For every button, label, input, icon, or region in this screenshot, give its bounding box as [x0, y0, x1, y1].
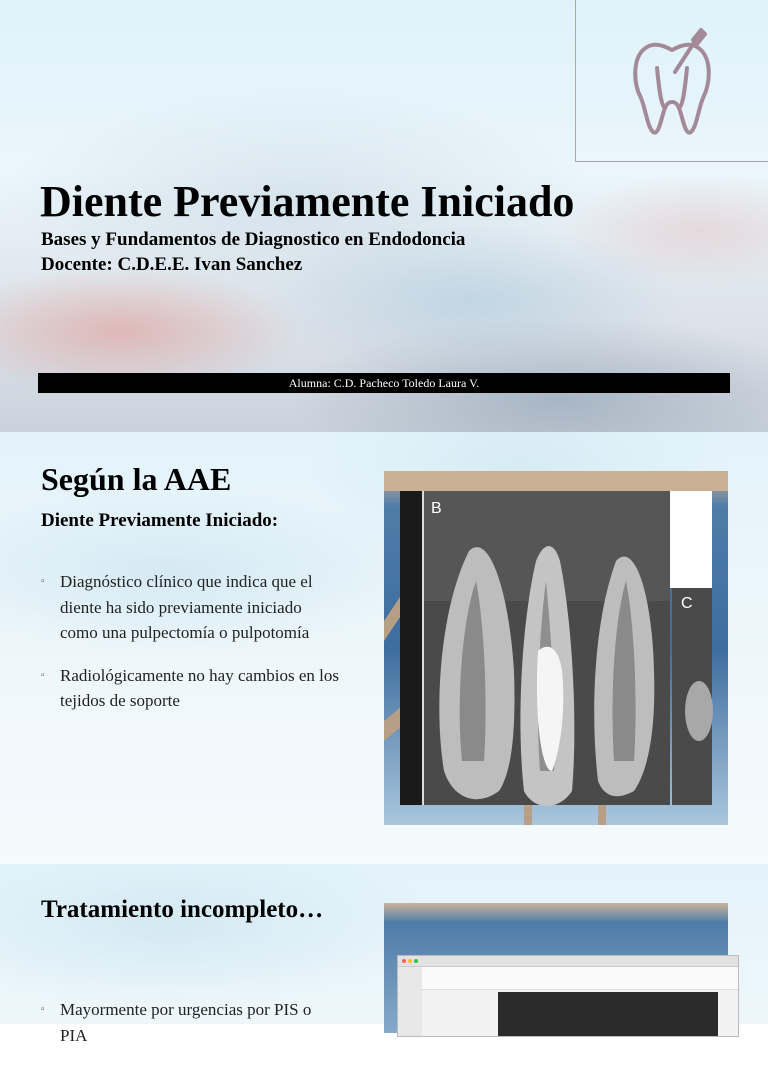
slide-title: Tratamiento incompleto… [41, 896, 324, 923]
bullet-text: Radiológicamente no hay cambios en los tejidos de soporte [60, 665, 340, 710]
student-name-bar: Alumna: C.D. Pacheco Toledo Laura V. [38, 373, 730, 393]
title-slide [0, 0, 768, 432]
bullet-list [41, 569, 341, 731]
teacher-name: Docente: C.D.E.E. Ivan Sanchez [41, 254, 303, 275]
slide-title: Según la AAE [41, 461, 232, 497]
bullet-item [41, 997, 341, 1048]
logo-box [575, 0, 768, 162]
bullet-text: Diagnóstico clínico que indica que el diente ha sido previamente iniciado como una pulpectomía o pulpotomía [60, 572, 313, 642]
aae-definition-slide [0, 432, 768, 864]
slide-subtitle: Diente Previamente Iniciado: [41, 510, 279, 531]
window-close-dot [402, 959, 406, 963]
bullet-text: Mayormente por urgencias por PIS o PIA [60, 1000, 312, 1045]
app-window-image [397, 955, 739, 1037]
incomplete-treatment-slide [0, 864, 768, 1045]
bullet-item [41, 663, 341, 714]
app-sidebar [398, 967, 422, 1036]
bullet-item [41, 569, 341, 646]
panel-b-label: B [431, 500, 442, 517]
radiograph-image [384, 471, 728, 825]
square-bullet-icon: ▫ [41, 1004, 45, 1015]
app-xray-content [498, 992, 718, 1036]
presentation-title: Diente Previamente Iniciado [40, 177, 575, 226]
square-bullet-icon: ▫ [41, 576, 45, 587]
software-screenshot-image [384, 903, 728, 1033]
app-toolbar [422, 967, 738, 990]
square-bullet-icon: ▫ [41, 669, 45, 681]
app-titlebar [398, 956, 738, 967]
bullet-list [41, 997, 341, 1065]
presentation-subtitle: Bases y Fundamentos de Diagnostico en Endodoncia [41, 229, 466, 250]
window-zoom-dot [414, 959, 418, 963]
window-minimize-dot [408, 959, 412, 963]
panel-c-label: C [681, 595, 693, 612]
tooth-icon [631, 28, 713, 138]
